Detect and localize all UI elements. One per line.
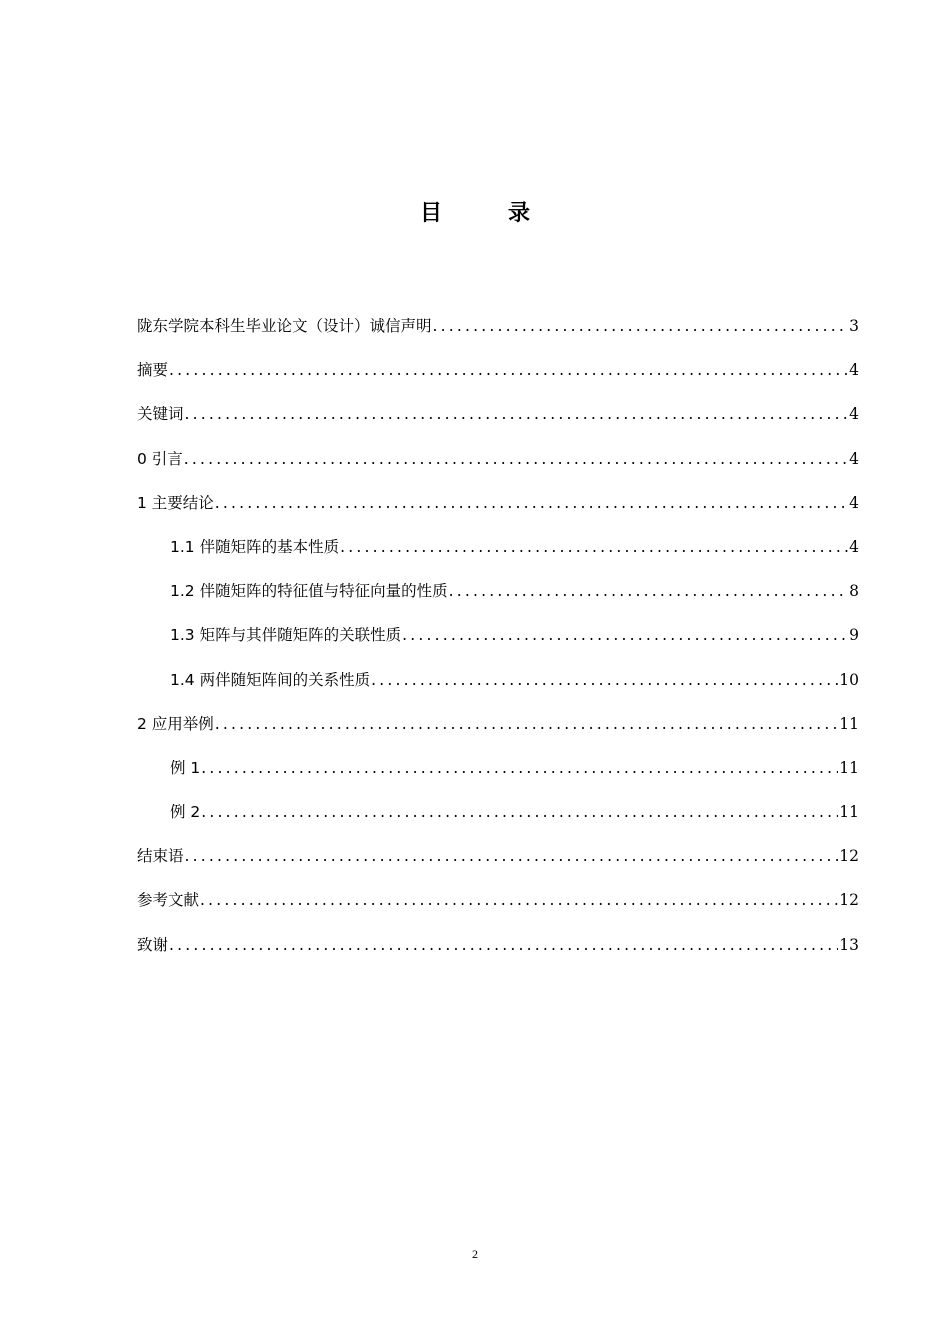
toc-entry-section-1-4[interactable] — [137, 668, 859, 712]
toc-entry-page: 12 — [839, 891, 859, 910]
toc-entry-label: 0 引言 — [137, 449, 183, 468]
toc-entry-page: 4 — [849, 405, 859, 424]
toc-entry-acknowledgements[interactable] — [137, 933, 859, 977]
toc-entry-page: 4 — [849, 361, 859, 380]
toc-entry-applications[interactable] — [137, 712, 859, 756]
toc-entry-page: 11 — [839, 714, 859, 733]
toc-entry-page: 4 — [849, 537, 859, 556]
toc-leader-dots — [215, 712, 838, 736]
toc-entry-keywords[interactable] — [137, 402, 859, 446]
toc-entry-page: 9 — [849, 626, 859, 645]
toc-entry-page: 4 — [849, 493, 859, 512]
toc-entry-integrity-statement[interactable] — [137, 314, 859, 358]
toc-leader-dots — [200, 888, 838, 912]
toc-leader-dots — [215, 491, 848, 515]
toc-entry-page: 8 — [849, 582, 859, 601]
page-number: 2 — [472, 1247, 478, 1261]
toc-entry-label: 1.4 两伴随矩阵间的关系性质 — [170, 670, 371, 689]
toc-entry-label: 1.2 伴随矩阵的特征值与特征向量的性质 — [170, 582, 448, 601]
toc-leader-dots — [185, 844, 839, 868]
toc-entry-page: 3 — [849, 317, 859, 335]
toc-leader-dots — [402, 623, 848, 647]
toc-leader-dots — [433, 314, 849, 338]
toc-entry-label: 例 1 — [170, 758, 201, 777]
toc-entry-label: 陇东学院本科生毕业论文（设计）诚信声明 — [137, 317, 432, 335]
toc-entry-section-1-3[interactable] — [137, 623, 859, 667]
toc-entry-example-2[interactable] — [137, 800, 859, 844]
toc-entry-label: 致谢 — [137, 935, 169, 954]
toc-entry-label: 例 2 — [170, 803, 201, 822]
toc-entry-conclusion[interactable] — [137, 844, 859, 888]
toc-entry-abstract[interactable] — [137, 358, 859, 402]
toc-entry-example-1[interactable] — [137, 756, 859, 800]
toc-entry-page: 11 — [839, 758, 859, 777]
toc-entry-page: 12 — [839, 847, 859, 866]
toc-entry-page: 11 — [839, 803, 859, 822]
toc-entry-label: 参考文献 — [137, 891, 200, 910]
toc-entry-page: 4 — [849, 449, 859, 468]
toc-title: 目 录 — [419, 201, 552, 226]
toc-leader-dots — [185, 402, 849, 426]
toc-entry-section-1-2[interactable] — [137, 579, 859, 623]
toc-entry-label: 1 主要结论 — [137, 493, 214, 512]
toc-leader-dots — [201, 756, 838, 780]
toc-entry-label: 2 应用举例 — [137, 714, 214, 733]
toc-leader-dots — [184, 447, 848, 471]
toc-entry-label: 关键词 — [137, 405, 184, 424]
toc-entry-label: 1.1 伴随矩阵的基本性质 — [170, 537, 340, 556]
toc-leader-dots — [169, 358, 848, 382]
toc-entry-references[interactable] — [137, 888, 859, 932]
toc-entry-label: 1.3 矩阵与其伴随矩阵的关联性质 — [170, 626, 402, 645]
toc-entry-page: 10 — [839, 670, 859, 689]
toc-entry-main-results[interactable] — [137, 491, 859, 535]
toc-entry-section-1-1[interactable] — [137, 535, 859, 579]
toc-leader-dots — [169, 933, 838, 957]
toc-leader-dots — [449, 579, 849, 603]
toc-entry-label: 摘要 — [137, 361, 169, 380]
toc-leader-dots — [201, 800, 838, 824]
toc-leader-dots — [340, 535, 848, 559]
toc-entry-label: 结束语 — [137, 847, 184, 866]
table-of-contents — [137, 314, 859, 977]
toc-leader-dots — [371, 668, 838, 692]
toc-entry-page: 13 — [839, 935, 859, 954]
toc-entry-introduction[interactable] — [137, 447, 859, 491]
